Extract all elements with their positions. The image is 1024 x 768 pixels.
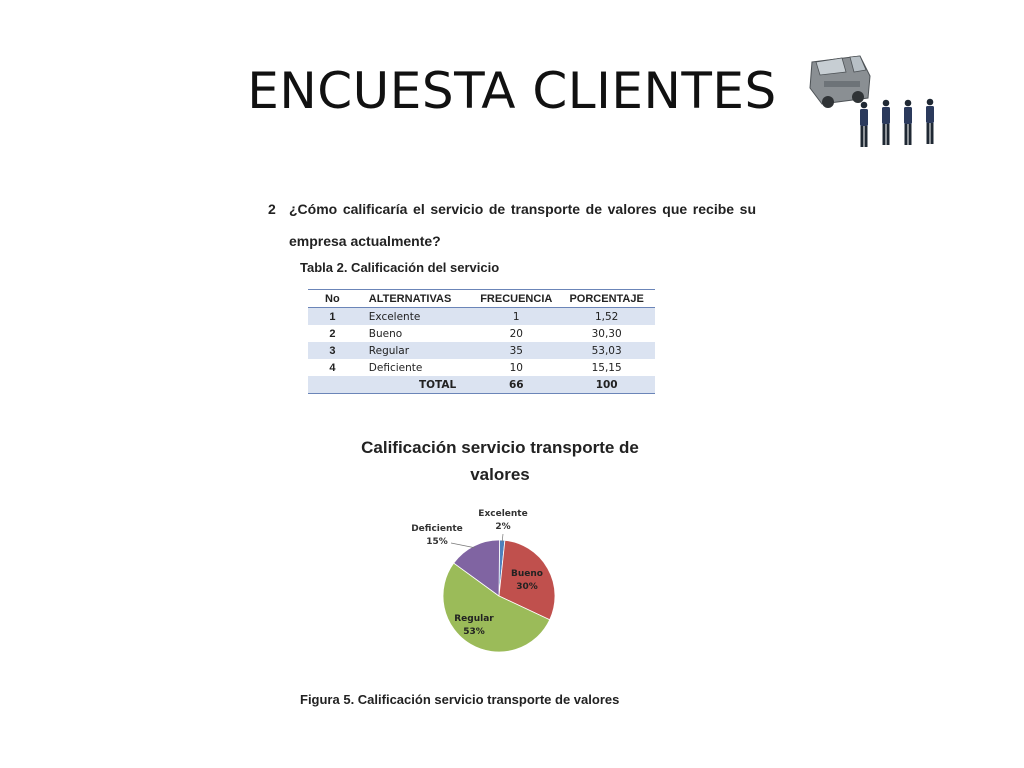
table-header-row xyxy=(308,290,655,308)
cell-frequency: 35 xyxy=(474,342,558,359)
survey-question xyxy=(268,193,756,257)
total-label: TOTAL xyxy=(357,376,474,394)
cell-percentage: 1,52 xyxy=(558,308,655,326)
cell-frequency: 10 xyxy=(509,361,523,374)
table-row xyxy=(308,325,655,342)
table-row xyxy=(308,342,655,359)
pie-label-excelente: Excelente 2% xyxy=(478,509,528,532)
pie-label-regular: Regular 53% xyxy=(454,614,494,637)
pie-label-bueno: Bueno 30% xyxy=(511,569,543,592)
cell-no: 4 xyxy=(329,361,336,374)
header-no: No xyxy=(308,290,357,308)
table-row xyxy=(308,359,655,376)
cell-no: 3 xyxy=(308,342,357,359)
total-percentage: 100 xyxy=(558,376,655,394)
question-text: ¿Cómo calificaría el servicio de transporte de valores que recibe su empresa actualmente? xyxy=(289,201,756,249)
pie-chart xyxy=(380,490,620,670)
rating-table xyxy=(308,289,655,394)
cell-percentage: 30,30 xyxy=(591,327,622,340)
total-frequency: 66 xyxy=(474,376,558,394)
header-porcentaje: PORCENTAJE xyxy=(558,290,655,308)
armored-truck-icon xyxy=(810,56,870,108)
cell-percentage: 15,15 xyxy=(591,361,622,374)
cell-alternative: Excelente xyxy=(357,308,474,326)
cell-no: 1 xyxy=(308,308,357,326)
header-frecuencia: FRECUENCIA xyxy=(474,290,558,308)
cell-no: 2 xyxy=(329,327,336,340)
cell-alternative: Bueno xyxy=(368,327,403,340)
cell-frequency: 20 xyxy=(509,327,523,340)
slide-title: ENCUESTA CLIENTES xyxy=(247,62,777,120)
cell-alternative: Deficiente xyxy=(368,361,423,374)
pie-label-deficiente: Deficiente 15% xyxy=(411,524,463,547)
cell-percentage: 53,03 xyxy=(558,342,655,359)
table-row xyxy=(308,308,655,326)
guards-icon xyxy=(860,99,934,147)
table-total-row xyxy=(308,376,655,394)
armored-truck-and-guards-icon xyxy=(800,48,950,156)
cell-frequency: 1 xyxy=(474,308,558,326)
chart-title: Calificación servicio transporte de valores xyxy=(361,438,639,484)
figure-caption: Figura 5. Calificación servicio transporte de valores xyxy=(300,692,620,707)
header-alternativas: ALTERNATIVAS xyxy=(357,290,474,308)
table-caption: Tabla 2. Calificación del servicio xyxy=(300,260,500,275)
question-number: 2 xyxy=(268,201,276,217)
pie-leader-line-deficiente xyxy=(451,543,475,548)
cell-alternative: Regular xyxy=(357,342,474,359)
